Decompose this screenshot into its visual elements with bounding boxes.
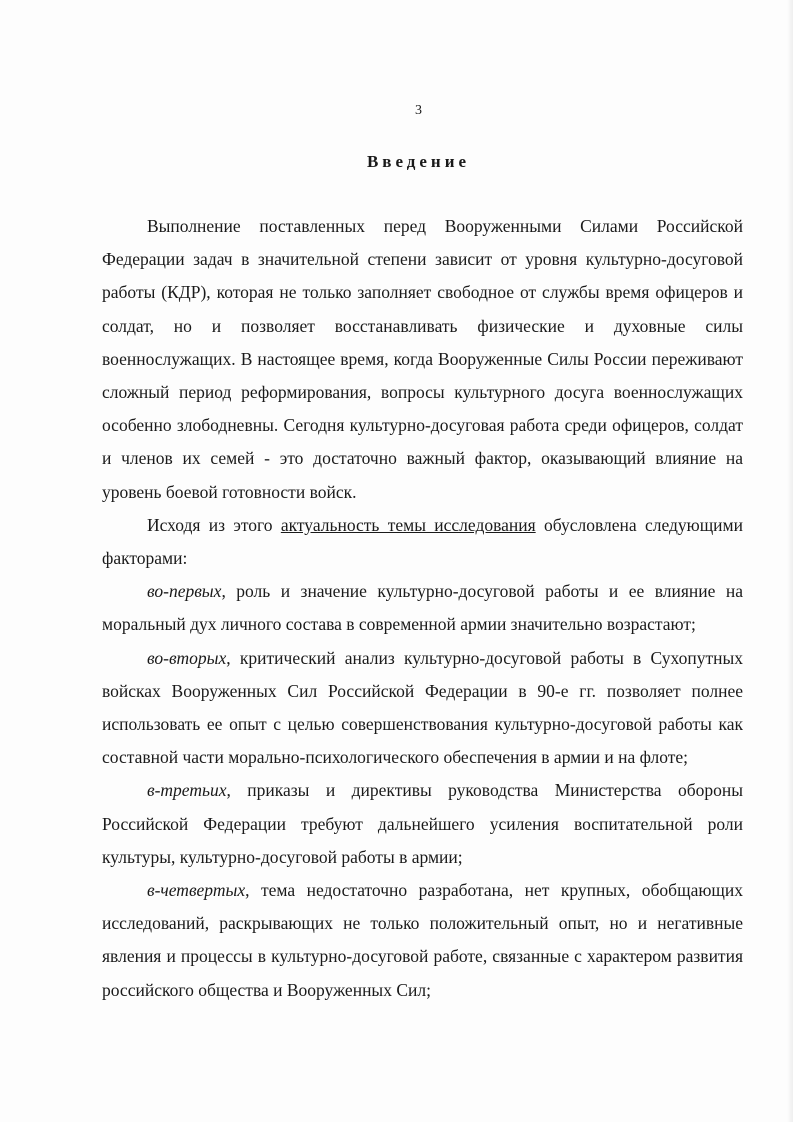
scan-edge-shadow: [787, 0, 793, 1122]
relevance-underlined-phrase: актуальность темы исследования: [280, 514, 536, 535]
factor-1-label: во-первых: [147, 581, 222, 602]
paragraph-factor-3: [102, 774, 743, 874]
factor-4-label: в-четвертых: [147, 880, 246, 901]
page-number: 3: [415, 103, 422, 118]
paragraph-factor-4: [102, 874, 743, 1007]
factor-3-label: в-третьих: [147, 780, 227, 801]
page-title: Введение: [366, 152, 471, 171]
factor-2-text: , критический анализ культурно-досуговой работы в Сухопутных войсках Вооруженных Сил Российской Федерации в 90-е гг. позволяет полнее использовать ее опыт с целью совершенствования культурно-досуговой работы как составной части морально-психологического обеспечения в армии и на флоте;: [102, 647, 743, 768]
relevance-lead-text: Исходя из этого: [147, 514, 281, 535]
factor-2-label: во-вторых: [147, 647, 227, 668]
body-text: [102, 210, 743, 1007]
paragraph-relevance: [102, 509, 743, 575]
factor-4-text: , тема недостаточно разработана, нет крупных, обобщающих исследований, раскрывающих не только положительный опыт, но и негативные явления и процессы в культурно-досуговой работе, связанные с характером развития российского общества и Вооруженных Сил;: [102, 880, 743, 1000]
factor-3-text: , приказы и директивы руководства Министерства обороны Российской Федерации требуют дальнейшего усиления воспитательной роли культуры, культурно-досуговой работы в армии;: [102, 780, 743, 867]
paragraph-factor-2: [102, 642, 743, 775]
relevance-tail-text: обусловлена следующими факторами:: [102, 514, 743, 569]
paragraph-intro: Выполнение поставленных перед Вооруженными Силами Российской Федерации задач в значительной степени зависит от уровня культурно-досуговой работы (КДР), которая не только заполняет свободное от службы время офицеров и солдат, но и позволяет восстанавливать физические и духовные силы военнослужащих. В настоящее время, когда Вооруженные Силы России переживают сложный период реформирования, вопросы культурного досуга военнослужащих особенно злободневны. Сегодня культурно-досуговая работа среди офицеров, солдат и членов их семей - это достаточно важный фактор, оказывающий влияние на уровень боевой готовности войск.: [102, 216, 743, 502]
factor-1-text: , роль и значение культурно-досуговой работы и ее влияние на моральный дух личного состава в современной армии значительно возрастают;: [102, 581, 743, 635]
paragraph-factor-1: [102, 575, 743, 641]
